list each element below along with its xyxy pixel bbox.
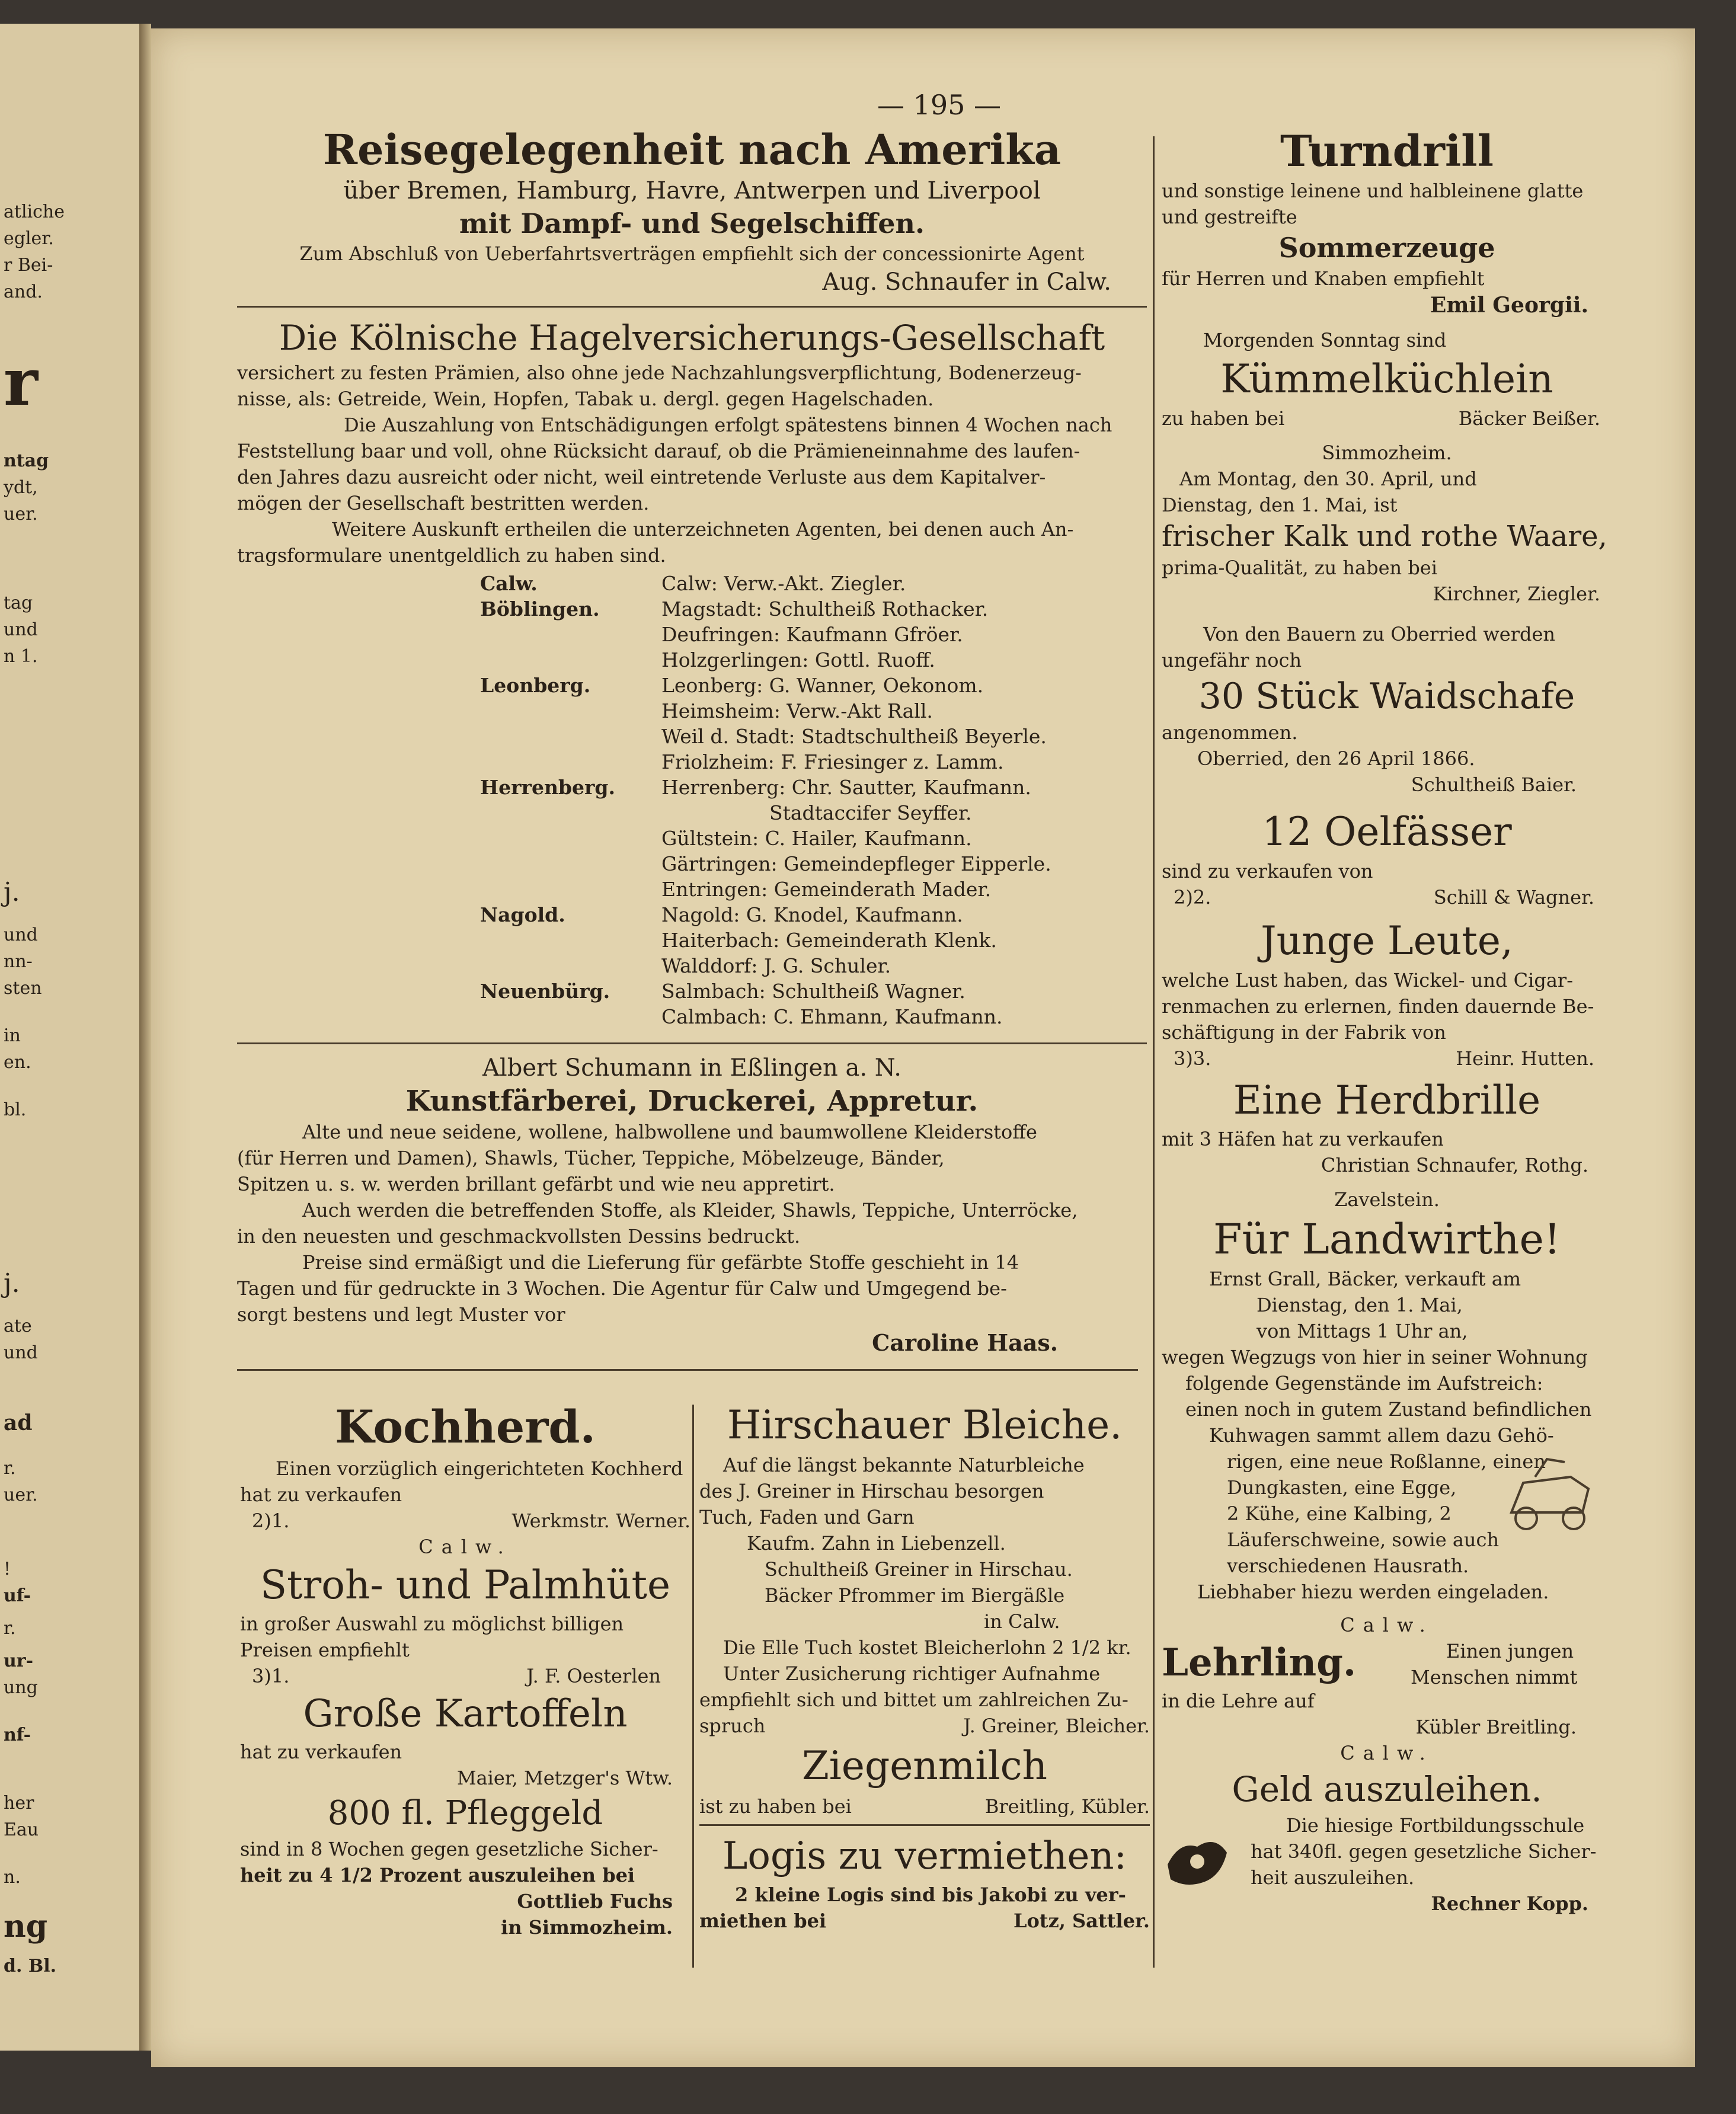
ad-title: Kochherd. [335, 1400, 596, 1453]
prev-line: r [4, 344, 38, 420]
ad-line: Spitzen u. s. w. werden brillant gefärbt und wie neu appretirt. [237, 1173, 835, 1195]
agent-entry: Weil d. Stadt: Stadtschultheiß Beyerle. [661, 725, 1047, 748]
ad-line: Einen vorzüglich eingerichteten Kochherd [276, 1457, 683, 1480]
right-column [1162, 124, 1612, 1917]
ad-line: einen noch in gutem Zustand befindlichen [1185, 1398, 1592, 1421]
ad-place: Calw. [418, 1536, 512, 1558]
ad-title: Stroh- und Palmhüte [260, 1562, 671, 1608]
ad-turndrill [1162, 124, 1612, 319]
ad-line: 2 Kühe, eine Kalbing, 2 [1227, 1502, 1452, 1525]
ad-line: und gestreifte [1162, 206, 1297, 228]
ad-line: Albert Schumann in Eßlingen a. N. [482, 1054, 901, 1082]
ad-line: in Calw. [984, 1610, 1060, 1633]
ad-line: Tuch, Faden und Garn [699, 1506, 915, 1528]
ad-line: Weitere Auskunft ertheilen die unterzeichneten Agenten, bei denen auch An- [332, 518, 1074, 541]
ad-line: Ernst Grall, Bäcker, verkauft am [1209, 1268, 1521, 1290]
agent-entry: Friolzheim: F. Friesinger z. Lamm. [661, 750, 1004, 773]
ad-line: Kaufm. Zahn in Liebenzell. [747, 1532, 1006, 1555]
agent-district: Neuenbürg. [480, 980, 610, 1003]
agent-entry: Leonberg: G. Wanner, Oekonom. [661, 674, 984, 697]
prev-line: j. [4, 877, 20, 907]
ad-title: Lehrling. [1162, 1640, 1357, 1685]
table-row [237, 902, 1056, 928]
table-row [237, 775, 1056, 800]
ad-line: hat zu verkaufen [240, 1483, 402, 1506]
prev-line: uf- [4, 1585, 31, 1606]
ad-waidschafe [1162, 621, 1612, 798]
ad-title: 30 Stück Waidschafe [1198, 676, 1575, 717]
ad-line: mögen der Gesellschaft bestritten werden. [237, 492, 650, 514]
ad-line: 2)1. [252, 1509, 290, 1532]
ad-line: prima-Qualität, zu haben bei [1162, 557, 1437, 579]
agent-district: Herrenberg. [480, 776, 615, 799]
agent-entry: Haiterbach: Gemeinderath Klenk. [661, 929, 997, 952]
ad-signature: in Simmozheim. [501, 1916, 673, 1939]
ad-signature: Lotz, Sattler. [1013, 1910, 1150, 1932]
ad-line: hat 340fl. gegen gesetzliche Sicher- [1251, 1840, 1597, 1863]
ad-title: frischer Kalk und rothe Waare, [1162, 520, 1607, 553]
ad-line: welche Lust haben, das Wickel- und Cigar- [1162, 969, 1574, 992]
ad-title: Eine Herdbrille [1233, 1077, 1541, 1123]
ad-line: Preise sind ermäßigt und die Lieferung für gefärbte Stoffe geschieht in 14 [302, 1251, 1019, 1274]
ad-line: tragsformulare unentgeldlich zu haben sind. [237, 544, 666, 567]
ad-line: versichert zu festen Prämien, also ohne jede Nachzahlungsverpflichtung, Bodenerzeug- [237, 362, 1082, 384]
ad-pfleggeld [240, 1791, 690, 1940]
page-number: — 195 — [877, 89, 1002, 121]
book-gutter [139, 24, 151, 2051]
prev-line: ydt, [4, 477, 38, 498]
ad-line: empfiehlt sich und bittet um zahlreichen Zu- [699, 1688, 1128, 1711]
ad-signature: Breitling, Kübler. [984, 1795, 1150, 1818]
agent-entry: Nagold: G. Knodel, Kaufmann. [661, 903, 963, 926]
prev-line: r. [4, 1458, 16, 1479]
ad-signature: Werkmstr. Werner. [511, 1509, 690, 1532]
ad-signature: J. Greiner, Bleicher. [963, 1715, 1150, 1737]
previous-page-edge [0, 24, 143, 2051]
table-row [237, 953, 1056, 978]
ad-line: Zum Abschluß von Ueberfahrtsverträgen empfiehlt sich der concessionirte Agent [299, 242, 1085, 265]
prev-line: atliche [4, 202, 65, 222]
prev-line: her [4, 1793, 34, 1814]
table-row [237, 698, 1056, 724]
ad-place: Calw. [1340, 1614, 1434, 1636]
agent-district [237, 622, 657, 647]
ad-title: 12 Oelfässer [1262, 809, 1512, 855]
left-column [237, 124, 1147, 1379]
agent-district: Nagold. [480, 903, 565, 926]
agent-district: Leonberg. [480, 674, 591, 697]
table-row [237, 647, 1056, 673]
agent-district [237, 1004, 657, 1029]
ad-line: renmachen zu erlernen, finden dauernde Be- [1162, 995, 1594, 1018]
agent-district [237, 800, 657, 826]
table-row [237, 877, 1056, 902]
ad-line: 2)2. [1174, 886, 1211, 909]
ad-title: Logis zu vermiethen: [722, 1834, 1127, 1878]
agent-entry: Herrenberg: Chr. Sautter, Kaufmann. [661, 776, 1031, 799]
ad-signature: Kübler Breitling. [1415, 1716, 1577, 1738]
ad-signature: Gottlieb Fuchs [517, 1890, 673, 1912]
prev-line: in [4, 1025, 21, 1046]
ad-line: folgende Gegenstände im Aufstreich: [1185, 1372, 1543, 1395]
ad-logis [699, 1831, 1150, 1934]
prev-line: r Bei- [4, 255, 53, 276]
ad-kuemmelkuechlein [1162, 327, 1612, 431]
ad-line: Auf die längst bekannte Naturbleiche [723, 1454, 1085, 1476]
ad-line: Morgenden Sonntag sind [1203, 329, 1447, 351]
ad-line: Unter Zusicherung richtiger Aufnahme [723, 1662, 1101, 1685]
ad-place: Zavelstein. [1334, 1188, 1440, 1211]
ad-line: Alte und neue seidene, wollene, halbwollene und baumwollene Kleiderstoffe [302, 1121, 1037, 1143]
table-row [237, 826, 1056, 851]
ad-line: ist zu haben bei [699, 1795, 852, 1818]
agent-district [237, 928, 657, 953]
agent-district: Böblingen. [480, 597, 600, 621]
prev-line: egler. [4, 228, 54, 249]
ad-title: Reisegelegenheit nach Amerika [322, 125, 1062, 174]
ad-line: miethen bei [699, 1910, 827, 1932]
prev-line: ate [4, 1316, 32, 1336]
prev-line: tag [4, 593, 33, 613]
agent-entry: Calw: Verw.-Akt. Ziegler. [661, 572, 906, 595]
ad-line: mit Dampf- und Segelschiffen. [459, 207, 925, 239]
ad-signature: Aug. Schnaufer in Calw. [822, 268, 1111, 296]
ad-schumann [237, 1053, 1147, 1358]
ad-line: Am Montag, den 30. April, und [1179, 468, 1477, 490]
prev-line: ung [4, 1677, 38, 1698]
prev-line: uer. [4, 504, 38, 524]
agent-entry: Magstadt: Schultheiß Rothacker. [661, 597, 989, 621]
ad-line: angenommen. [1162, 721, 1298, 744]
ad-line: Bäcker Pfrommer im Biergäßle [765, 1584, 1065, 1607]
money-hand-icon [1162, 1829, 1233, 1894]
prev-line: sten [4, 978, 42, 999]
prev-line: n. [4, 1867, 21, 1888]
ad-line: hat zu verkaufen [240, 1741, 402, 1763]
ad-signature: Christian Schnaufer, Rothg. [1321, 1154, 1588, 1176]
table-row [237, 851, 1056, 877]
prev-line: ad [4, 1411, 33, 1435]
ad-kochherd [240, 1399, 690, 1534]
agent-district: Calw. [480, 572, 538, 595]
ad-title: Kümmelküchlein [1220, 356, 1553, 402]
ad-line: Feststellung baar und voll, ohne Rücksicht darauf, ob die Prämieneinnahme des laufen- [237, 440, 1080, 462]
ad-line: Kuhwagen sammt allem dazu Gehö- [1209, 1424, 1554, 1447]
ad-line: verschiedenen Hausrath. [1227, 1555, 1469, 1577]
ad-line: Oberried, den 26 April 1866. [1197, 747, 1475, 770]
ad-title: Junge Leute, [1261, 918, 1513, 964]
agent-district [237, 698, 657, 724]
prev-line: und [4, 619, 38, 640]
ad-place: Simmozheim. [1322, 442, 1452, 464]
ad-line: Auch werden die betreffenden Stoffe, als Kleider, Shawls, Teppiche, Unterröcke, [302, 1199, 1078, 1221]
ad-title: Für Landwirthe! [1213, 1215, 1561, 1264]
ad-line: in großer Auswahl zu möglichst billigen [240, 1613, 624, 1635]
prev-line: j. [4, 1268, 20, 1299]
subcolumn-divider [692, 1405, 694, 1968]
table-row [237, 724, 1056, 749]
prev-line: ! [4, 1559, 11, 1579]
table-row [237, 749, 1056, 775]
table-row [237, 1004, 1056, 1029]
divider [237, 306, 1147, 308]
ad-line: nisse, als: Getreide, Wein, Hopfen, Tabak u. dergl. gegen Hagelschaden. [237, 388, 934, 410]
table-row [237, 571, 1056, 596]
ad-line: Einen jungen [1446, 1640, 1574, 1662]
divider [237, 1369, 1138, 1371]
agent-entry: Deufringen: Kaufmann Gfröer. [661, 623, 963, 646]
ad-hagelversicherung [237, 316, 1147, 1029]
ad-line: Die Auszahlung von Entschädigungen erfolgt spätestens binnen 4 Wochen nach [344, 414, 1112, 436]
ad-line: Die Elle Tuch kostet Bleicherlohn 2 1/2 kr. [723, 1636, 1131, 1659]
ad-line: und sonstige leinene und halbleinene glatte [1162, 180, 1584, 202]
ad-line: den Jahres dazu ausreicht oder nicht, weil eintretende Verluste aus dem Kapitalver- [237, 466, 1046, 488]
agent-entry: Heimsheim: Verw.-Akt Rall. [661, 699, 933, 722]
agent-district [237, 724, 657, 749]
ad-line: heit zu 4 1/2 Prozent auszuleihen bei [240, 1864, 635, 1886]
ad-title: Turndrill [1280, 126, 1494, 176]
table-row [237, 800, 1056, 826]
ad-line: von Mittags 1 Uhr an, [1257, 1320, 1468, 1342]
ad-line: über Bremen, Hamburg, Havre, Antwerpen und Liverpool [343, 177, 1041, 204]
prev-line: r. [4, 1618, 16, 1639]
ad-place: Calw. [1340, 1742, 1434, 1764]
ad-landwirthe [1162, 1186, 1612, 1605]
left-subcolumn-a [240, 1399, 690, 1940]
ad-line: Schultheiß Greiner in Hirschau. [765, 1558, 1073, 1581]
ad-title: Kunstfärberei, Druckerei, Appretur. [405, 1085, 979, 1118]
prev-line: n 1. [4, 646, 38, 667]
agent-entry: Walddorf: J. G. Schuler. [661, 954, 891, 977]
table-row [237, 978, 1056, 1004]
ad-line: 3)3. [1174, 1047, 1211, 1070]
ad-line: Liebhaber hiezu werden eingeladen. [1197, 1581, 1549, 1603]
ad-geld [1162, 1740, 1612, 1917]
ad-title: 800 fl. Pfleggeld [327, 1794, 603, 1832]
ad-line: wegen Wegzugs von hier in seiner Wohnung [1162, 1346, 1588, 1368]
ad-title: Große Kartoffeln [303, 1692, 628, 1736]
ad-signature: Maier, Metzger's Wtw. [456, 1767, 673, 1789]
ad-line: schäftigung in der Fabrik von [1162, 1021, 1446, 1044]
ad-line: 3)1. [252, 1665, 290, 1687]
ad-hirschauer-bleiche [699, 1399, 1150, 1739]
ad-line: rigen, eine neue Roßlanne, einen [1227, 1450, 1546, 1473]
ad-kalk [1162, 440, 1612, 607]
agent-entry: Entringen: Gemeinderath Mader. [661, 878, 992, 901]
ad-signature: Schultheiß Baier. [1411, 773, 1577, 796]
prev-line: ur- [4, 1651, 34, 1671]
ad-line: Tagen und für gedruckte in 3 Wochen. Die Agentur für Calw und Umgegend be- [237, 1277, 1007, 1300]
cow-wagon-icon [1500, 1447, 1600, 1536]
ad-line: 2 kleine Logis sind bis Jakobi zu ver- [735, 1883, 1126, 1906]
agent-entry: Calmbach: C. Ehmann, Kaufmann. [661, 1005, 1003, 1028]
prev-line: bl. [4, 1099, 27, 1120]
agent-entry: Gärtringen: Gemeindepfleger Eipperle. [661, 852, 1051, 875]
ad-line: spruch [699, 1715, 766, 1737]
ad-line: sind in 8 Wochen gegen gesetzliche Sicher- [240, 1838, 658, 1860]
ad-line: in den neuesten und geschmackvollsten Dessins bedruckt. [237, 1225, 801, 1248]
ad-line: heit auszuleihen. [1251, 1866, 1415, 1889]
ad-title: Ziegenmilch [801, 1743, 1048, 1789]
ad-line: (für Herren und Damen), Shawls, Tücher, Teppiche, Möbelzeuge, Bänder, [237, 1147, 945, 1169]
ad-oelfaesser [1162, 806, 1612, 910]
ad-line: sind zu verkaufen von [1162, 860, 1373, 882]
prev-line: ng [4, 1908, 48, 1945]
ad-signature: Caroline Haas. [872, 1329, 1058, 1356]
ad-line: mit 3 Häfen hat zu verkaufen [1162, 1128, 1444, 1150]
agent-entry: Gültstein: C. Hailer, Kaufmann. [661, 827, 972, 850]
ad-line: in die Lehre auf [1162, 1690, 1315, 1712]
divider [237, 1042, 1147, 1044]
agent-entry: Holzgerlingen: Gottl. Ruoff. [661, 648, 935, 671]
agent-district [237, 749, 657, 775]
ad-signature: Schill & Wagner. [1433, 886, 1594, 909]
ad-junge-leute [1162, 915, 1612, 1072]
agent-district [237, 826, 657, 851]
prev-line: nf- [4, 1725, 31, 1745]
ad-signature: Emil Georgii. [1430, 293, 1588, 318]
column-divider [1153, 136, 1155, 1968]
ad-title: Hirschauer Bleiche. [727, 1402, 1123, 1448]
ad-signature: Bäcker Beißer. [1458, 407, 1600, 430]
ad-line: Dienstag, den 1. Mai, [1257, 1294, 1463, 1316]
ad-strohhuete [240, 1534, 690, 1689]
agents-table [237, 571, 1056, 1029]
prev-line: uer. [4, 1485, 38, 1505]
agent-district [237, 877, 657, 902]
ad-line: sorgt bestens und legt Muster vor [237, 1303, 565, 1326]
ad-title: Die Kölnische Hagelversicherungs-Gesellschaft [279, 318, 1105, 358]
ad-line: Von den Bauern zu Oberried werden [1203, 623, 1556, 645]
ad-line: Sommerzeuge [1278, 232, 1495, 264]
ad-amerika [237, 124, 1147, 298]
ad-line: des J. Greiner in Hirschau besorgen [699, 1480, 1044, 1502]
ad-herdbrille [1162, 1075, 1612, 1178]
table-row [237, 928, 1056, 953]
table-row [237, 622, 1056, 647]
ad-line: Menschen nimmt [1411, 1666, 1578, 1688]
ad-ziegenmilch [699, 1739, 1150, 1819]
ad-signature: J. F. Oesterlen [526, 1665, 661, 1687]
ad-line: Preisen empfiehlt [240, 1639, 410, 1661]
agent-entry: Salmbach: Schultheiß Wagner. [661, 980, 965, 1003]
prev-line: und [4, 925, 38, 945]
prev-line: Eau [4, 1819, 39, 1840]
ad-line: ungefähr noch [1162, 649, 1302, 671]
ad-line: zu haben bei [1162, 407, 1285, 430]
ad-line: Die hiesige Fortbildungsschule [1286, 1814, 1585, 1837]
prev-line: und [4, 1342, 38, 1363]
table-row [237, 673, 1056, 698]
prev-line: en. [4, 1052, 31, 1073]
ad-kartoffeln [240, 1689, 690, 1791]
ad-lehrling [1162, 1612, 1612, 1740]
agent-district [237, 851, 657, 877]
left-subcolumn-b [699, 1399, 1150, 1934]
prev-line: ntag [4, 450, 49, 471]
agent-district [237, 953, 657, 978]
ad-line: Dienstag, den 1. Mai, ist [1162, 494, 1398, 516]
prev-line: and. [4, 282, 43, 302]
prev-line: nn- [4, 951, 33, 972]
ad-title: Geld auszuleihen. [1232, 1769, 1542, 1809]
ad-line: Dungkasten, eine Egge, [1227, 1476, 1457, 1499]
table-row [237, 596, 1056, 622]
ad-line: Läuferschweine, sowie auch [1227, 1528, 1500, 1551]
agent-district [237, 647, 657, 673]
divider [699, 1824, 1150, 1826]
agent-entry: Stadtaccifer Seyffer. [769, 801, 972, 824]
ad-line: für Herren und Knaben empfiehlt [1162, 267, 1485, 290]
ad-signature: Kirchner, Ziegler. [1433, 583, 1600, 605]
ad-signature: Heinr. Hutten. [1456, 1047, 1594, 1070]
prev-line: d. Bl. [4, 1956, 57, 1977]
ad-signature: Rechner Kopp. [1431, 1892, 1588, 1915]
